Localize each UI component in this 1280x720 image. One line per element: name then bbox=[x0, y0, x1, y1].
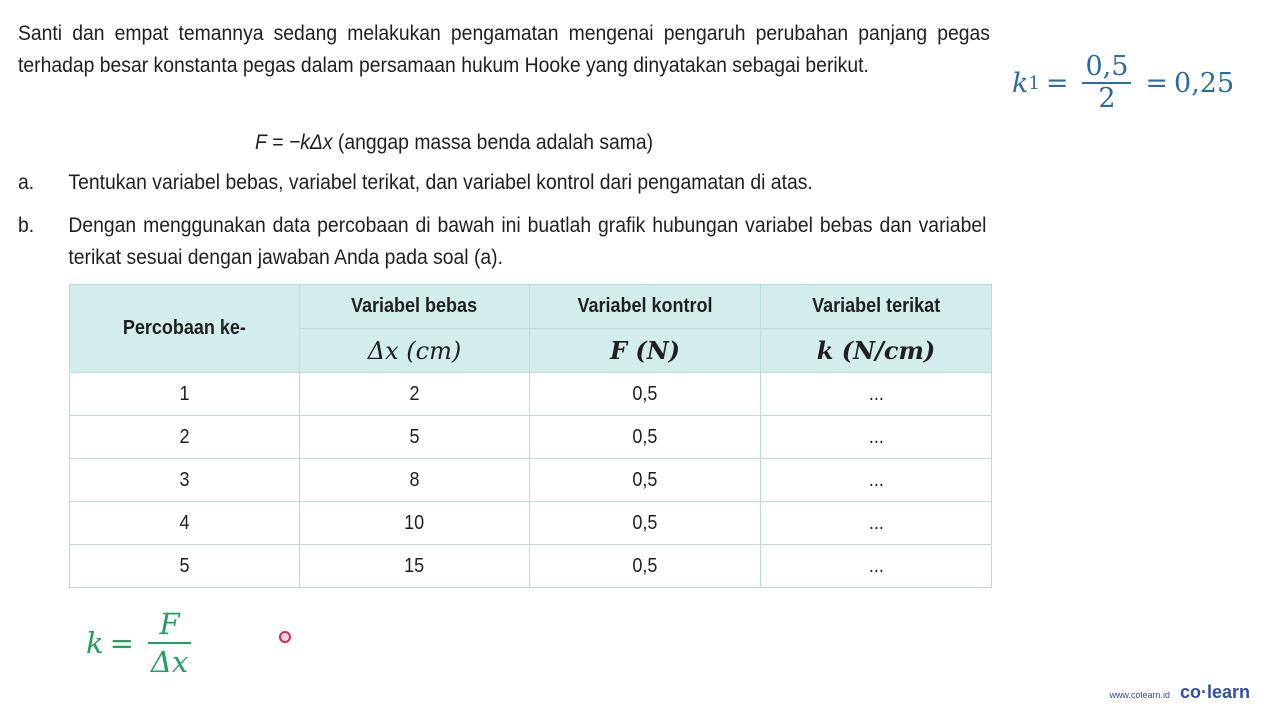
question-a-marker: a. bbox=[18, 170, 35, 194]
cell-k: ... bbox=[761, 502, 992, 545]
cell-f: 0,5 bbox=[530, 416, 761, 459]
cell-dx: 8 bbox=[300, 459, 530, 502]
k-var: k bbox=[86, 626, 104, 660]
unit-k: k (N/cm) bbox=[761, 329, 992, 373]
formula-rhs: −kΔx bbox=[288, 130, 333, 154]
table-row bbox=[70, 373, 992, 416]
cell-no: 3 bbox=[70, 459, 300, 502]
question-b-marker: b. bbox=[18, 213, 35, 237]
cell-k: ... bbox=[761, 416, 992, 459]
cell-no: 1 bbox=[70, 373, 300, 416]
cell-dx: 5 bbox=[300, 416, 530, 459]
cell-no: 5 bbox=[70, 545, 300, 588]
formula-note: (anggap massa benda adalah sama) bbox=[337, 130, 654, 154]
k-formula-annotation bbox=[86, 606, 199, 680]
table-row bbox=[70, 459, 992, 502]
cell-f: 0,5 bbox=[530, 545, 761, 588]
k1-fraction bbox=[1082, 52, 1131, 114]
brand-site: www.colearn.id bbox=[1109, 690, 1170, 700]
cell-dx: 15 bbox=[300, 545, 530, 588]
problem-paragraph: Santi dan empat temannya sedang melakukan pengamatan mengenai pengaruh perubahan panjang pegas terhadap besar konstanta pegas dalam persamaan hukum Hooke yang dinyatakan sebagai berikut. bbox=[18, 21, 990, 77]
header-variabel-kontrol: Variabel kontrol bbox=[530, 285, 761, 329]
cell-no: 2 bbox=[70, 416, 300, 459]
table-row bbox=[70, 545, 992, 588]
brand-logo: co·learn bbox=[1179, 682, 1250, 702]
cell-k: ... bbox=[761, 373, 992, 416]
formula-eq: = bbox=[272, 130, 284, 154]
header-percobaan: Percobaan ke- bbox=[70, 285, 300, 373]
unit-f: F (N) bbox=[530, 329, 761, 373]
k1-num: 0,5 bbox=[1085, 51, 1129, 82]
k-eq: = bbox=[109, 626, 134, 660]
cell-f: 0,5 bbox=[530, 502, 761, 545]
cell-k: ... bbox=[761, 545, 992, 588]
header-variabel-bebas: Variabel bebas bbox=[300, 285, 530, 329]
question-b-text: Dengan menggunakan data percobaan di bawah ini buatlah grafik hubungan variabel bebas dan variabel terikat sesuai dengan jawaban Anda pada soal (a). bbox=[68, 213, 987, 269]
k1-den: 2 bbox=[1098, 83, 1116, 114]
k1-result: 0,25 bbox=[1174, 67, 1235, 99]
table-row bbox=[70, 416, 992, 459]
pointer-dot bbox=[279, 631, 291, 643]
k-num: F bbox=[159, 607, 180, 641]
cell-f: 0,5 bbox=[530, 459, 761, 502]
k1-eq: = bbox=[1045, 67, 1069, 99]
question-a-text: Tentukan variabel bebas, variabel terikat, dan variabel kontrol dari pengamatan di atas. bbox=[68, 170, 813, 194]
formula-lhs: F bbox=[255, 130, 267, 154]
k1-var: k bbox=[1012, 67, 1029, 99]
k-fraction bbox=[148, 606, 191, 680]
cell-dx: 10 bbox=[300, 502, 530, 545]
hooke-formula bbox=[255, 126, 653, 158]
k1-sub: 1 bbox=[1028, 72, 1040, 94]
brand-footer bbox=[1109, 682, 1250, 703]
unit-dx: Δx (cm) bbox=[300, 329, 530, 373]
k1-annotation bbox=[1012, 52, 1234, 114]
k-den: Δx bbox=[150, 645, 189, 679]
cell-k: ... bbox=[761, 459, 992, 502]
cell-dx: 2 bbox=[300, 373, 530, 416]
k1-eq2: = bbox=[1145, 67, 1169, 99]
header-variabel-terikat: Variabel terikat bbox=[761, 285, 992, 329]
cell-f: 0,5 bbox=[530, 373, 761, 416]
table-row bbox=[70, 502, 992, 545]
experiment-table bbox=[69, 284, 992, 588]
cell-no: 4 bbox=[70, 502, 300, 545]
